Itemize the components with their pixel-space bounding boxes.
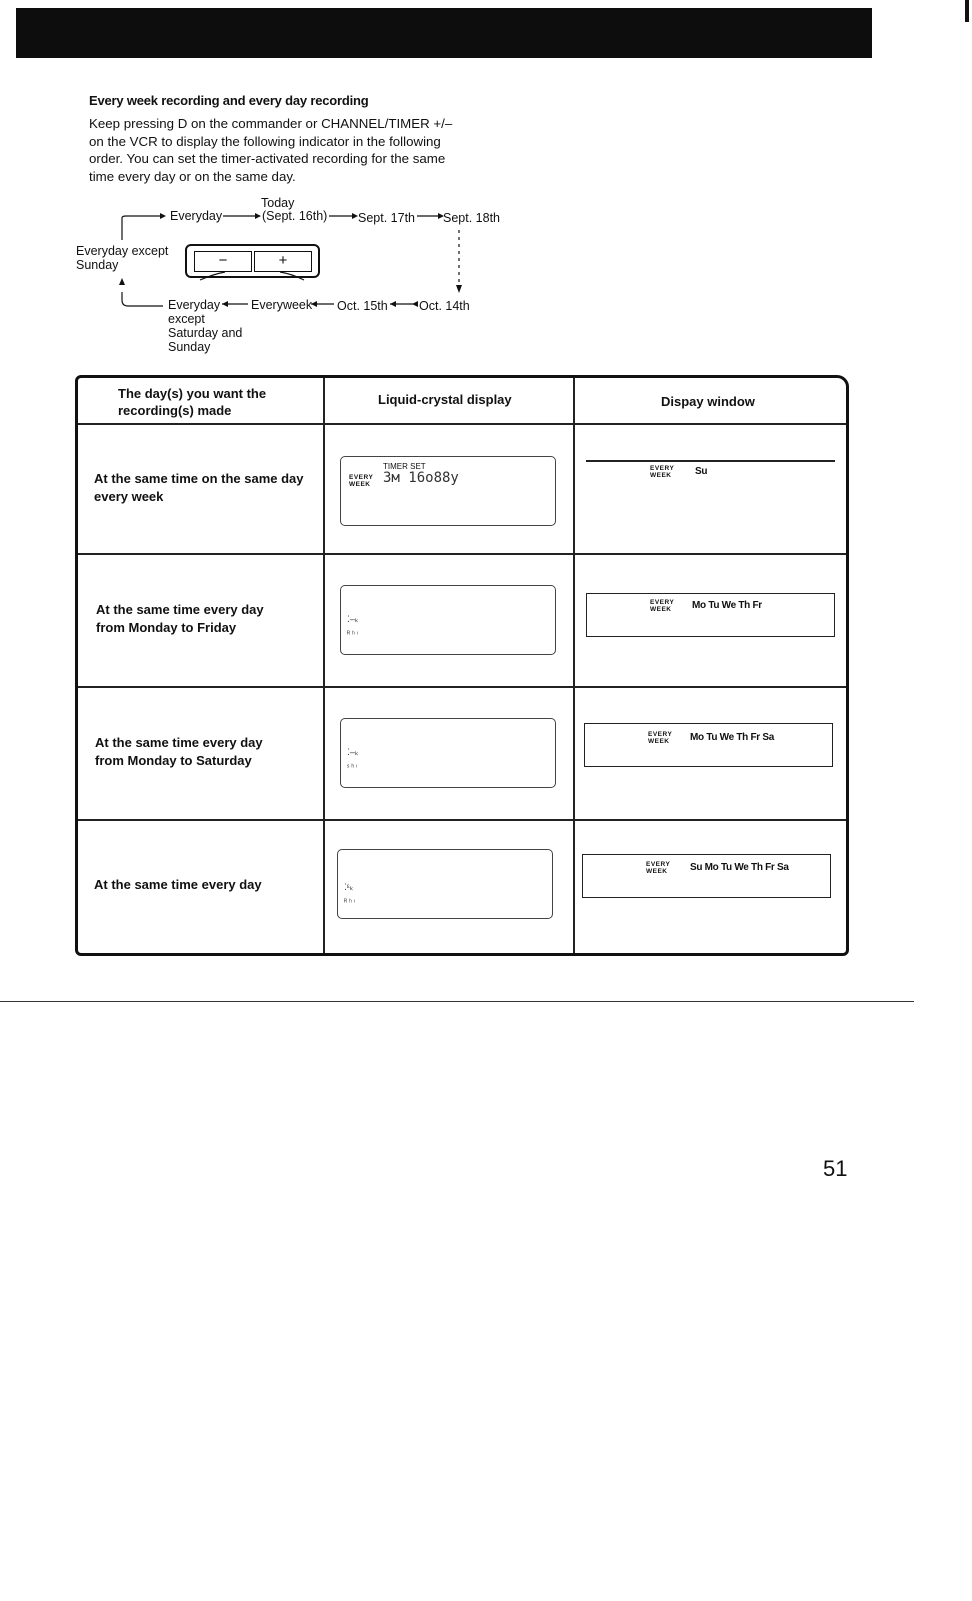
svg-text:⁚–ₖ: ⁚–ₖ [347, 614, 359, 624]
diagram-sept17: Sept. 17th [358, 211, 415, 225]
lcd-panel [340, 585, 556, 655]
channel-timer-buttons [185, 244, 320, 278]
row-label: At the same time every day [94, 877, 262, 892]
row-label: At the same time every day from Monday to Friday [96, 602, 264, 635]
column-divider [323, 378, 325, 953]
lcd-every-week: EVERY WEEK [349, 474, 374, 488]
lcd-partial-segments [342, 876, 372, 916]
row-label: At the same time every day from Monday to Saturday [95, 735, 263, 768]
svg-text:⁚ᵋₖ: ⁚ᵋₖ [344, 882, 354, 892]
lcd-panel [340, 456, 556, 526]
svg-text:ᴿ ʰ ᶦ: ᴿ ʰ ᶦ [344, 899, 355, 906]
intro-paragraph: Keep pressing D on the commander or CHANNEL/TIMER +/– on the VCR to display the following indicator in the following order. You can set the timer-activated recording for the same time every day or on the same day. [89, 116, 453, 184]
diagram-saturday-and: Saturday and [168, 326, 243, 340]
display-window [586, 593, 835, 637]
diagram-everyweek: Everyweek [251, 298, 313, 312]
recording-table [75, 375, 849, 956]
every-week-label: EVERY WEEK [650, 599, 675, 613]
row-divider [78, 819, 846, 821]
footer-rule [0, 1001, 914, 1002]
display-days: Mo Tu We Th Fr [692, 600, 762, 611]
diagram-oct15: Oct. 15th [337, 299, 388, 313]
row-divider [78, 423, 846, 425]
column-divider [573, 378, 575, 953]
lcd-digits: 3м 16о88у [383, 470, 459, 486]
diagram-except: except [168, 312, 205, 326]
page-number: 51 [823, 1156, 848, 1181]
diagram-oct14: Oct. 14th [419, 299, 470, 313]
diagram-everyday-2: Everyday [168, 298, 221, 312]
section-heading: Every week recording and every day recording [89, 93, 369, 108]
display-days: Su [695, 466, 708, 477]
diagram-today: Today [261, 196, 295, 210]
lcd-panel [337, 849, 553, 919]
every-week-label: EVERY WEEK [648, 731, 673, 745]
lcd-partial-segments [345, 741, 375, 781]
display-window [584, 723, 833, 767]
svg-text:⁚–ₖ: ⁚–ₖ [347, 747, 359, 757]
lcd-panel [340, 718, 556, 788]
row-divider [78, 686, 846, 688]
lcd-partial-segments [345, 608, 375, 648]
diagram-except-sunday: Everyday except Sunday [76, 244, 169, 272]
diagram-sept18: Sept. 18th [443, 211, 500, 225]
display-window [586, 460, 835, 479]
minus-button: − [194, 251, 252, 272]
lcd-timer-set: TIMER SET [383, 462, 426, 471]
display-days: Su Mo Tu We Th Fr Sa [690, 862, 789, 873]
svg-text:ᴿ ʰ ᶦ: ᴿ ʰ ᶦ [347, 631, 358, 638]
header-lcd: Liquid-crystal display [378, 392, 512, 407]
plus-button: + [254, 251, 312, 272]
diagram-sunday: Sunday [168, 340, 211, 354]
display-days: Mo Tu We Th Fr Sa [690, 732, 774, 743]
display-window [582, 854, 831, 898]
svg-text:ˢ ʰ ᶦ: ˢ ʰ ᶦ [347, 764, 358, 771]
header-display-window: Dispay window [661, 394, 755, 409]
diagram-sept16: (Sept. 16th) [262, 209, 328, 223]
diagram-arrows [0, 0, 972, 360]
every-week-label: EVERY WEEK [650, 465, 675, 479]
diagram-everyday: Everyday [170, 209, 223, 223]
row-divider [78, 553, 846, 555]
every-week-label: EVERY WEEK [646, 861, 671, 875]
header-days: The day(s) you want the recording(s) made [118, 386, 267, 418]
row-label: At the same time on the same day every week [94, 471, 304, 504]
